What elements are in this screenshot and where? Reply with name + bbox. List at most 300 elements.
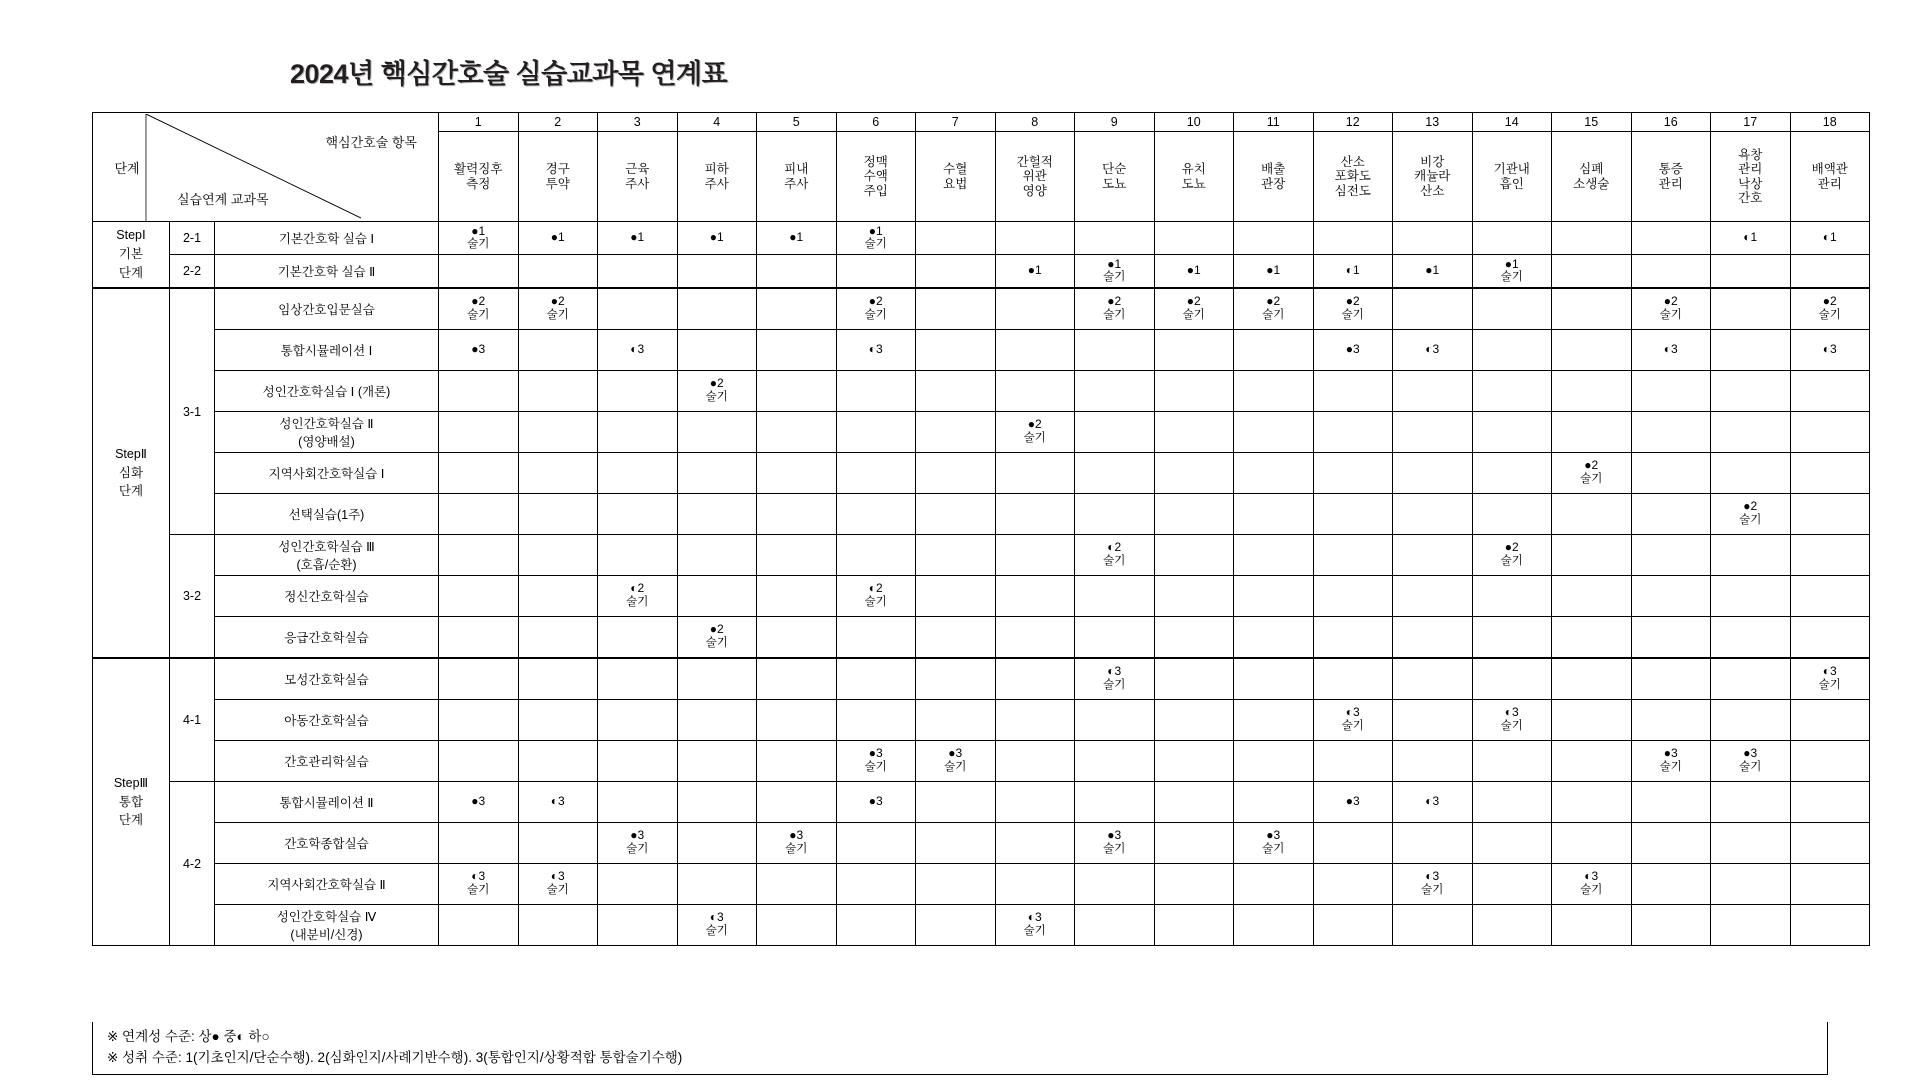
matrix-cell: ◐3 [1393,330,1473,371]
column-skill-5: 피내 주사 [757,132,837,222]
matrix-cell [1631,864,1711,905]
matrix-cell: ●2 술기 [1552,453,1632,494]
matrix-cell [598,535,678,576]
matrix-cell [1313,535,1393,576]
matrix-cell [598,658,678,700]
matrix-cell [995,700,1075,741]
matrix-cell [916,412,996,453]
table-row [93,494,1870,535]
column-number-9: 9 [1075,113,1155,132]
matrix-cell [1711,782,1791,823]
matrix-cell [439,535,519,576]
matrix-cell [1790,453,1870,494]
table-row [93,905,1870,946]
matrix-cell [995,617,1075,659]
column-skill-17: 욕창 관리 낙상 간호 [1711,132,1791,222]
matrix-cell [518,255,598,289]
matrix-cell [598,494,678,535]
matrix-cell [1472,741,1552,782]
matrix-cell [1711,412,1791,453]
step-label-2: StepⅡ 심화 단계 [93,288,170,658]
matrix-cell [1472,782,1552,823]
matrix-cell [1711,823,1791,864]
matrix-cell [1552,741,1632,782]
matrix-cell [598,617,678,659]
matrix-cell [677,255,757,289]
column-number-10: 10 [1154,113,1234,132]
matrix-cell: ◐1 [1790,222,1870,255]
column-number-16: 16 [1631,113,1711,132]
matrix-cell [518,494,598,535]
matrix-cell [1234,535,1314,576]
matrix-cell [995,782,1075,823]
matrix-cell [836,371,916,412]
step-label-1: StepⅠ 기본 단계 [93,222,170,289]
matrix-cell [518,658,598,700]
course-label: 기본간호학 실습 Ⅰ [215,222,439,255]
matrix-cell [1472,576,1552,617]
column-skill-18: 배액관 관리 [1790,132,1870,222]
matrix-cell [1075,371,1155,412]
matrix-cell: ◐3 술기 [518,864,598,905]
matrix-cell: ◐3 술기 [1075,658,1155,700]
matrix-cell: ●2 술기 [677,371,757,412]
matrix-cell [1631,576,1711,617]
column-skill-10: 유치 도뇨 [1154,132,1234,222]
matrix-cell [1472,658,1552,700]
matrix-cell [916,658,996,700]
matrix-cell: ◐3 술기 [1472,700,1552,741]
matrix-cell [1552,255,1632,289]
matrix-cell [1234,864,1314,905]
matrix-cell [1790,576,1870,617]
matrix-cell [1631,617,1711,659]
matrix-cell [836,905,916,946]
matrix-cell [836,658,916,700]
course-label: 성인간호학실습 Ⅲ (호흡/순환) [215,535,439,576]
matrix-cell [1075,741,1155,782]
footnote-line-1: ※ 연계성 수준: 상● 중◐ 하○ [107,1029,270,1044]
matrix-cell [1313,741,1393,782]
matrix-cell [1711,535,1791,576]
matrix-cell: ●2 술기 [1472,535,1552,576]
column-number-1: 1 [439,113,519,132]
matrix-cell [598,288,678,330]
matrix-cell: ●2 술기 [1711,494,1791,535]
matrix-cell: ◐3 술기 [995,905,1075,946]
matrix-cell [916,453,996,494]
matrix-cell [1631,412,1711,453]
matrix-cell: ◐3 [598,330,678,371]
matrix-cell [677,412,757,453]
table-row [93,617,1870,659]
matrix-cell [518,535,598,576]
matrix-cell: ●1 [995,255,1075,289]
matrix-cell [1790,412,1870,453]
matrix-cell [1075,453,1155,494]
matrix-cell [1154,371,1234,412]
matrix-cell: ●2 술기 [995,412,1075,453]
matrix-cell: ●3 [439,330,519,371]
matrix-cell [1552,494,1632,535]
table-row [93,658,1870,700]
matrix-cell [1154,330,1234,371]
matrix-cell [836,535,916,576]
column-skill-15: 심폐 소생술 [1552,132,1632,222]
matrix-cell: ●1 술기 [836,222,916,255]
matrix-cell [439,371,519,412]
matrix-cell [1154,617,1234,659]
matrix-cell [598,371,678,412]
matrix-cell [1790,700,1870,741]
column-number-14: 14 [1472,113,1552,132]
matrix-cell: ●3 술기 [1711,741,1791,782]
matrix-cell [916,255,996,289]
matrix-cell [995,741,1075,782]
matrix-cell: ●1 [1154,255,1234,289]
step-label-3: StepⅢ 통합 단계 [93,658,170,946]
matrix-cell: ◐3 술기 [677,905,757,946]
matrix-cell [1234,412,1314,453]
matrix-cell [1234,658,1314,700]
column-number-13: 13 [1393,113,1473,132]
matrix-cell: ●3 술기 [598,823,678,864]
matrix-cell: ●1 [757,222,837,255]
matrix-cell [1075,905,1155,946]
matrix-cell [916,905,996,946]
column-number-12: 12 [1313,113,1393,132]
matrix-cell [677,453,757,494]
group-code-3-2: 3-2 [170,535,215,659]
matrix-cell: ●2 술기 [518,288,598,330]
footnotes [92,1022,1828,1075]
matrix-cell [1234,700,1314,741]
column-skill-6: 정맥 수액 주입 [836,132,916,222]
matrix-cell [1631,494,1711,535]
matrix-cell [1154,823,1234,864]
matrix-cell [598,255,678,289]
matrix-cell [1313,371,1393,412]
matrix-cell [1154,412,1234,453]
matrix-cell: ●2 술기 [1313,288,1393,330]
column-skill-2: 경구 투약 [518,132,598,222]
matrix-cell [836,823,916,864]
course-label: 지역사회간호학실습 Ⅰ [215,453,439,494]
matrix-cell [995,864,1075,905]
matrix-cell: ●3 술기 [836,741,916,782]
matrix-cell [1631,453,1711,494]
course-label: 응급간호학실습 [215,617,439,659]
course-label: 통합시뮬레이션 Ⅰ [215,330,439,371]
matrix-cell [1631,658,1711,700]
matrix-cell [1393,288,1473,330]
corner-bottom-label: 실습연계 교과목 [177,192,269,207]
header-row-numbers [93,113,1870,132]
matrix-cell [757,864,837,905]
matrix-cell [518,823,598,864]
matrix-cell [1790,494,1870,535]
matrix-cell: ◐3 술기 [439,864,519,905]
matrix-cell [1075,864,1155,905]
matrix-cell [916,782,996,823]
matrix-cell [677,823,757,864]
column-number-2: 2 [518,113,598,132]
matrix-cell [439,741,519,782]
matrix-cell [1552,222,1632,255]
column-number-6: 6 [836,113,916,132]
matrix-cell [1711,700,1791,741]
column-number-17: 17 [1711,113,1791,132]
matrix-cell: ●1 [518,222,598,255]
matrix-cell [1472,864,1552,905]
matrix-cell [1313,823,1393,864]
matrix-cell [1631,255,1711,289]
matrix-cell [1552,576,1632,617]
course-label: 성인간호학실습 Ⅰ (개론) [215,371,439,412]
matrix-cell [1472,453,1552,494]
matrix-cell [1711,453,1791,494]
matrix-cell [518,700,598,741]
matrix-cell [1075,700,1155,741]
matrix-cell [677,330,757,371]
matrix-cell [1234,741,1314,782]
linkage-matrix-table [92,112,1870,946]
matrix-cell [1711,288,1791,330]
corner-stage-label: 단계 [114,160,140,176]
matrix-cell [1075,412,1155,453]
matrix-cell [757,658,837,700]
table-row [93,288,1870,330]
matrix-cell [439,255,519,289]
matrix-cell: ●3 술기 [757,823,837,864]
matrix-cell [677,700,757,741]
column-skill-9: 단순 도뇨 [1075,132,1155,222]
matrix-cell [439,453,519,494]
matrix-cell [1552,823,1632,864]
matrix-cell: ●3 [836,782,916,823]
matrix-cell [757,700,837,741]
matrix-cell [1234,617,1314,659]
matrix-cell [1472,288,1552,330]
column-skill-11: 배출 관장 [1234,132,1314,222]
course-label: 성인간호학실습 Ⅳ (내분비/신경) [215,905,439,946]
matrix-cell [1552,330,1632,371]
matrix-cell [757,453,837,494]
matrix-cell [1790,741,1870,782]
matrix-cell [1552,288,1632,330]
matrix-cell [1075,782,1155,823]
page-title: 2024년 핵심간호술 실습교과목 연계표 [290,59,728,89]
table-row [93,453,1870,494]
course-label: 간호학종합실습 [215,823,439,864]
matrix-cell [518,741,598,782]
column-number-7: 7 [916,113,996,132]
group-code-3-1: 3-1 [170,288,215,535]
matrix-cell [1711,658,1791,700]
matrix-cell [1472,222,1552,255]
matrix-cell [1313,576,1393,617]
matrix-cell [1472,371,1552,412]
table-row [93,782,1870,823]
matrix-cell [1075,617,1155,659]
matrix-cell: ●1 [1234,255,1314,289]
column-number-4: 4 [677,113,757,132]
matrix-cell: ◐3 [1631,330,1711,371]
course-label: 성인간호학실습 Ⅱ (영양배설) [215,412,439,453]
group-code-2-2: 2-2 [170,255,215,289]
course-label: 통합시뮬레이션 Ⅱ [215,782,439,823]
matrix-cell [1075,222,1155,255]
matrix-cell [677,576,757,617]
matrix-cell [677,741,757,782]
matrix-cell: ●1 [1393,255,1473,289]
matrix-cell [1154,782,1234,823]
matrix-cell [1552,412,1632,453]
group-code-4-1: 4-1 [170,658,215,782]
matrix-cell [1790,617,1870,659]
matrix-cell [677,658,757,700]
matrix-cell [916,288,996,330]
matrix-cell [916,330,996,371]
table-row [93,823,1870,864]
matrix-cell [1393,494,1473,535]
matrix-cell [1472,905,1552,946]
matrix-cell [757,412,837,453]
matrix-cell [836,617,916,659]
matrix-cell [1154,741,1234,782]
table-row [93,222,1870,255]
matrix-cell [1393,823,1473,864]
course-label: 기본간호학 실습 Ⅱ [215,255,439,289]
matrix-cell [439,823,519,864]
matrix-cell: ●3 술기 [916,741,996,782]
matrix-cell [1154,453,1234,494]
matrix-cell [518,330,598,371]
matrix-cell: ●3 술기 [1234,823,1314,864]
matrix-cell [916,494,996,535]
matrix-cell: ●3 술기 [1631,741,1711,782]
matrix-cell [916,823,996,864]
table-row [93,576,1870,617]
matrix-cell: ◐1 [1313,255,1393,289]
matrix-cell [1552,535,1632,576]
matrix-cell [1711,905,1791,946]
matrix-cell [1790,782,1870,823]
matrix-cell [916,371,996,412]
matrix-cell [757,330,837,371]
matrix-cell [518,576,598,617]
matrix-cell [1631,535,1711,576]
matrix-cell [995,330,1075,371]
matrix-cell [757,535,837,576]
matrix-cell [677,864,757,905]
matrix-cell [1234,494,1314,535]
course-label: 모성간호학실습 [215,658,439,700]
matrix-cell: ◐3 [1393,782,1473,823]
group-code-2-1: 2-1 [170,222,215,255]
matrix-cell [1472,494,1552,535]
matrix-cell [757,288,837,330]
matrix-cell [1313,222,1393,255]
matrix-cell [439,494,519,535]
matrix-cell: ●1 [677,222,757,255]
matrix-cell [1790,255,1870,289]
matrix-cell: ◐2 술기 [1075,535,1155,576]
column-number-18: 18 [1790,113,1870,132]
matrix-cell [1631,905,1711,946]
course-label: 아동간호학실습 [215,700,439,741]
column-number-8: 8 [995,113,1075,132]
matrix-cell: ◐3 술기 [1790,658,1870,700]
group-code-4-2: 4-2 [170,782,215,946]
matrix-cell: ●3 술기 [1075,823,1155,864]
matrix-cell [995,535,1075,576]
matrix-cell [1393,412,1473,453]
column-skill-12: 산소 포화도 심전도 [1313,132,1393,222]
matrix-cell [598,700,678,741]
column-skill-8: 간헐적 위관 영양 [995,132,1075,222]
matrix-cell [439,658,519,700]
table-row [93,371,1870,412]
table-corner-header [93,113,439,222]
matrix-cell [1790,371,1870,412]
matrix-cell [598,905,678,946]
matrix-cell [518,412,598,453]
matrix-cell [1552,658,1632,700]
matrix-cell: ●2 술기 [1790,288,1870,330]
table-row [93,535,1870,576]
matrix-cell [995,453,1075,494]
matrix-cell: ◐3 [1790,330,1870,371]
matrix-cell [1313,412,1393,453]
matrix-cell [1552,617,1632,659]
matrix-cell [995,288,1075,330]
matrix-cell [1472,617,1552,659]
matrix-cell [1393,905,1473,946]
matrix-cell [836,453,916,494]
matrix-cell: ●2 술기 [677,617,757,659]
matrix-cell [439,700,519,741]
matrix-cell [1472,330,1552,371]
matrix-cell [1234,905,1314,946]
table-row [93,741,1870,782]
matrix-cell [1711,371,1791,412]
matrix-cell [1631,823,1711,864]
matrix-cell [1393,741,1473,782]
matrix-cell [1154,700,1234,741]
course-label: 정신간호학실습 [215,576,439,617]
column-skill-4: 피하 주사 [677,132,757,222]
course-label: 임상간호입문실습 [215,288,439,330]
table-row [93,255,1870,289]
matrix-cell [677,782,757,823]
matrix-cell [598,782,678,823]
matrix-cell: ◐3 [518,782,598,823]
matrix-cell [1313,494,1393,535]
matrix-cell: ●2 술기 [439,288,519,330]
matrix-cell: ●3 [1313,330,1393,371]
matrix-cell [1234,222,1314,255]
matrix-cell [1154,864,1234,905]
matrix-cell [1313,864,1393,905]
matrix-cell [1711,576,1791,617]
column-skill-16: 통증 관리 [1631,132,1711,222]
matrix-cell [916,576,996,617]
matrix-cell [1472,412,1552,453]
matrix-cell: ●3 [1313,782,1393,823]
matrix-cell [1393,222,1473,255]
matrix-cell [916,617,996,659]
